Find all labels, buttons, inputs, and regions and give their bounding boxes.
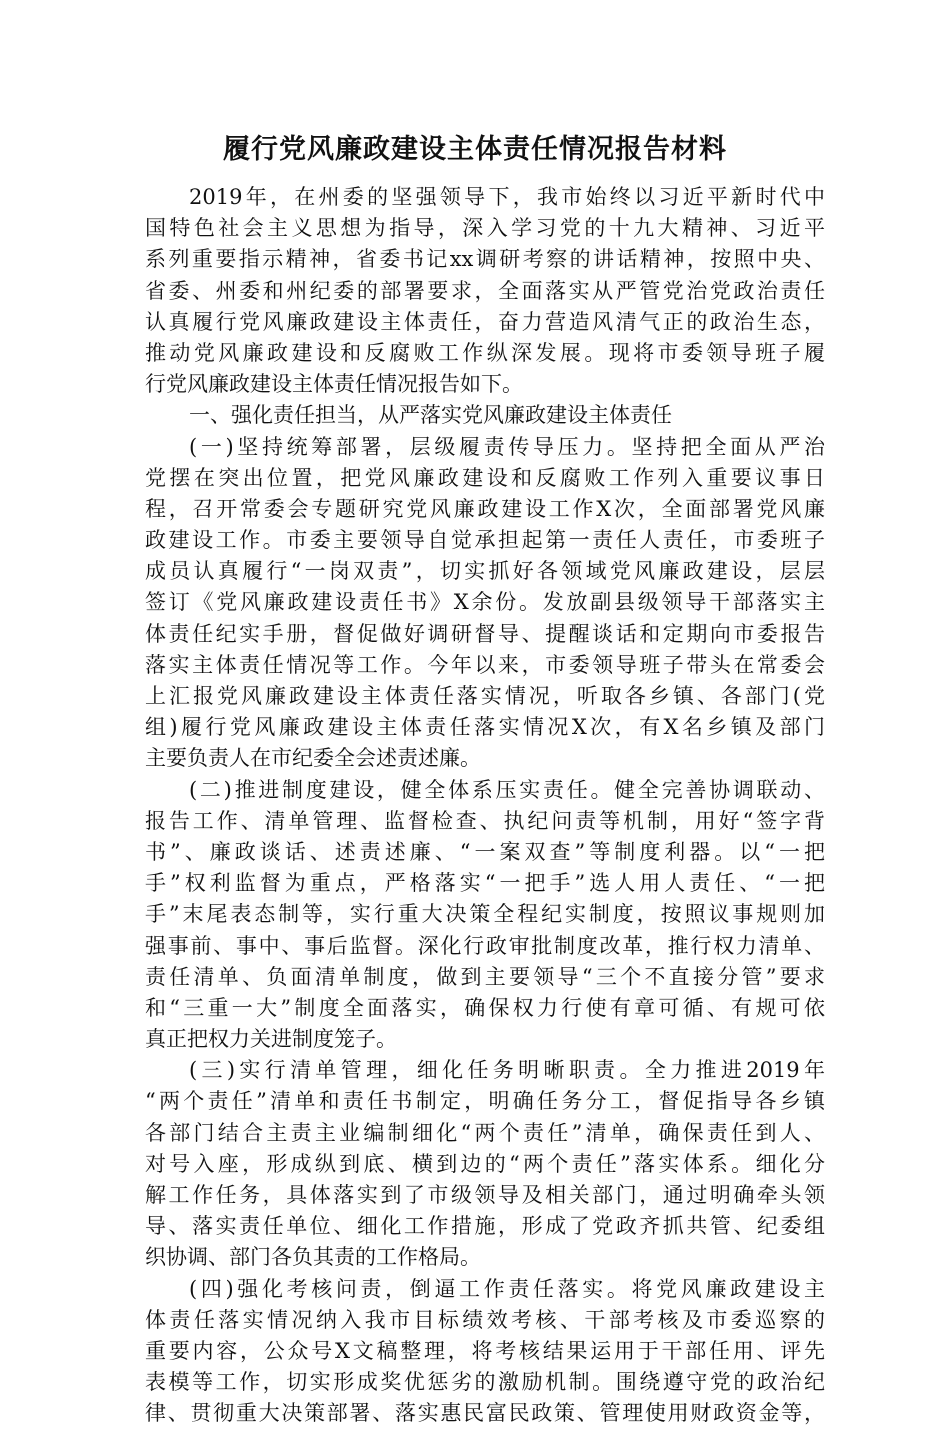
text-line: 导、落实责任单位、细化工作措施，形成了党政齐抓共管、纪委组: [145, 1214, 825, 1239]
text-line: 党摆在突出位置，把党风廉政建设和反腐败工作列入重要议事日: [145, 465, 825, 490]
text-line: 书”、廉政谈话、述责述廉、“一案双查”等制度利器。以“一把: [145, 839, 825, 864]
text-line: 体责任纪实手册，督促做好调研督导、提醒谈话和定期向市委报告: [145, 621, 825, 646]
text-line: 组)履行党风廉政建设主体责任落实情况X次，有X名乡镇及部门: [145, 715, 825, 740]
text-line: 解工作任务，具体落实到了市级领导及相关部门，通过明确牵头领: [145, 1183, 825, 1207]
paragraph-item-1: [145, 432, 825, 775]
text-line: 程，召开常委会专题研究党风廉政建设工作X次，全面部署党风廉: [145, 496, 825, 521]
text-line: 省委、州委和州纪委的部署要求，全面落实从严管党治党政治责任: [145, 278, 825, 303]
text-line: 手”权利监督为重点，严格落实“一把手”选人用人责任、“一把: [145, 871, 825, 896]
text-line: (一)坚持统筹部署，层级履责传导压力。坚持把全面从严治: [189, 434, 825, 459]
text-line: 强事前、事中、事后监督。深化行政审批制度改革，推行权力清单、: [145, 933, 825, 958]
paragraph-item-4: [145, 1274, 825, 1430]
text-line: 国特色社会主义思想为指导，深入学习党的十九大精神、习近平: [145, 216, 825, 241]
text-line: 认真履行党风廉政建设主体责任，奋力营造风清气正的政治生态，: [145, 309, 825, 334]
page-title: 履行党风廉政建设主体责任情况报告材料: [223, 134, 727, 165]
text-line: “两个责任”清单和责任书制定，明确任务分工，督促指导各乡镇: [145, 1089, 825, 1114]
text-line: (四)强化考核问责，倒逼工作责任落实。将党风廉政建设主: [189, 1276, 825, 1301]
section-heading: [145, 400, 825, 431]
text-line: 和“三重一大”制度全面落实，确保权力行使有章可循、有规可依: [145, 995, 825, 1020]
paragraph-item-2: [145, 775, 825, 1056]
text-line: 表模等工作，切实形成奖优惩劣的激励机制。围绕遵守党的政治纪: [145, 1370, 825, 1395]
text-line: 对号入座，形成纵到底、横到边的“两个责任”落实体系。细化分: [145, 1151, 825, 1176]
text-line: 系列重要指示精神，省委书记xx调研考察的讲话精神，按照中央、: [145, 247, 825, 272]
text-line: 推动党风廉政建设和反腐败工作纵深发展。现将市委领导班子履: [145, 340, 825, 365]
text-line: 重要内容，公众号X文稿整理，将考核结果运用于干部任用、评先: [145, 1338, 825, 1363]
text-line: 体责任落实情况纳入我市目标绩效考核、干部考核及市委巡察的: [145, 1307, 825, 1332]
text-line: 责任清单、负面清单制度，做到主要领导“三个不直接分管”要求: [145, 964, 825, 989]
text-line: 落实主体责任情况等工作。今年以来，市委领导班子带头在常委会: [145, 652, 825, 677]
paragraph-item-3: [145, 1055, 825, 1273]
text-line: (三)实行清单管理，细化任务明晰职责。全力推进2019年: [189, 1058, 825, 1083]
text-line: 律、贯彻重大决策部署、落实惠民富民政策、管理使用财政资金等，: [145, 1401, 825, 1426]
document-body: [145, 182, 825, 1430]
text-line: 真正把权力关进制度笼子。: [145, 1027, 397, 1052]
paragraph-intro: [145, 182, 825, 400]
text-line: 2019年，在州委的坚强领导下，我市始终以习近平新时代中: [189, 185, 825, 209]
text-line: (二)推进制度建设，健全体系压实责任。健全完善协调联动、: [189, 777, 825, 802]
text-line: 主要负责人在市纪委全会述责述廉。: [145, 746, 481, 771]
text-line: 上汇报党风廉政建设主体责任落实情况，听取各乡镇、各部门(党: [145, 684, 825, 708]
text-line: 织协调、部门各负其责的工作格局。: [145, 1245, 481, 1270]
text-line: 报告工作、清单管理、监督检查、执纪问责等机制，用好“签字背: [145, 808, 825, 833]
text-line: 成员认真履行“一岗双责”，切实抓好各领域党风廉政建设，层层: [145, 559, 825, 584]
text-line: 政建设工作。市委主要领导自觉承担起第一责任人责任，市委班子: [145, 528, 825, 553]
text-line: 手”末尾表态制等，实行重大决策全程纪实制度，按照议事规则加: [145, 902, 825, 927]
text-line: 签订《党风廉政建设责任书》X余份。发放副县级领导干部落实主: [145, 590, 825, 615]
text-line: 各部门结合主责主业编制细化“两个责任”清单，确保责任到人、: [145, 1120, 825, 1145]
text-line: 行党风廉政建设主体责任情况报告如下。: [145, 372, 523, 397]
text-line: 一、强化责任担当，从严落实党风廉政建设主体责任: [189, 403, 672, 428]
